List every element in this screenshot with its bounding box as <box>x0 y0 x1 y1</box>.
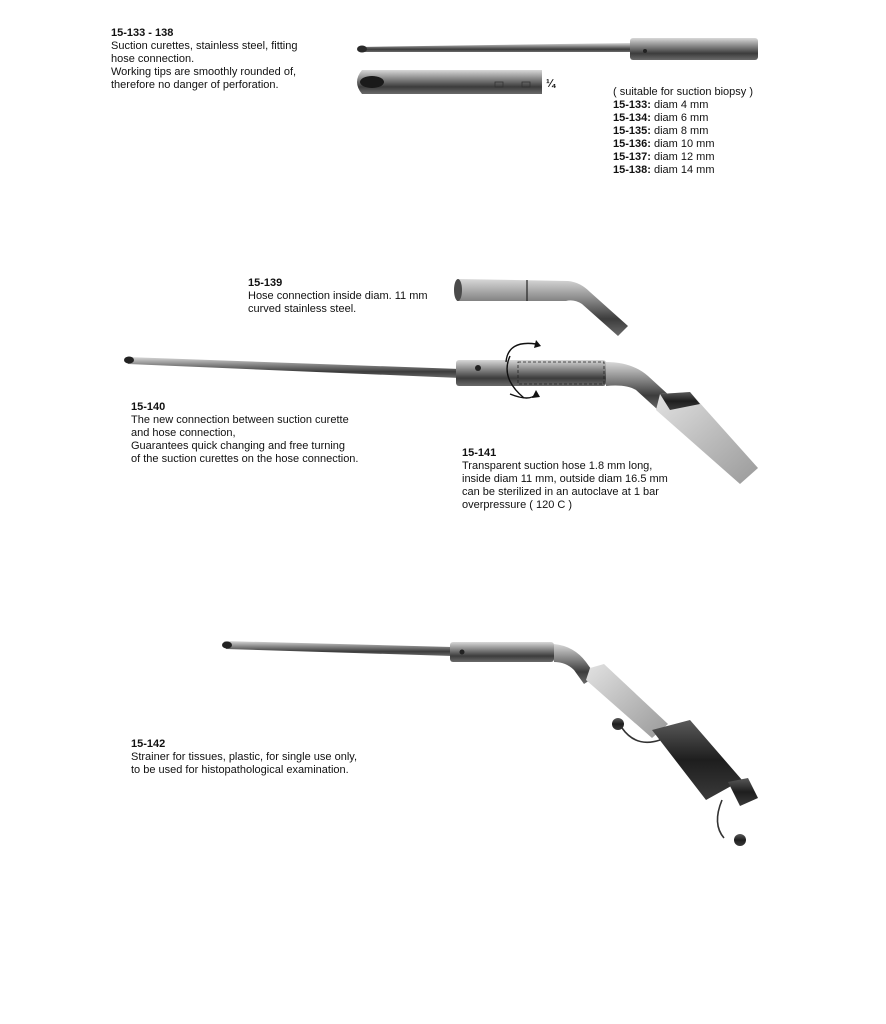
description-line: and hose connection, <box>131 427 236 439</box>
description-line: Working tips are smoothly rounded of, <box>111 66 297 78</box>
size-value: diam 8 mm <box>653 125 709 137</box>
size-value: diam 4 mm <box>653 99 709 111</box>
size-code: 15-135: <box>613 125 651 137</box>
description-line: hose connection. <box>111 53 195 65</box>
product-code: 15-140 <box>131 401 166 413</box>
size-note: ( suitable for suction biopsy ) <box>613 86 754 98</box>
description-line: to be used for histopathological examination. <box>131 764 349 776</box>
section-133-138 <box>111 27 297 92</box>
size-row <box>613 112 753 125</box>
size-code: 15-133: <box>613 99 651 111</box>
hose-connection-139-image <box>454 279 628 336</box>
size-code: 15-138: <box>613 164 651 176</box>
description-line: of the suction curettes on the hose connection. <box>131 453 359 465</box>
size-value: diam 14 mm <box>653 164 715 176</box>
product-code: 15-141 <box>462 447 497 459</box>
size-list <box>613 86 753 177</box>
size-value: diam 12 mm <box>653 151 715 163</box>
product-code: 15-133 - 138 <box>111 27 174 39</box>
product-code: 15-142 <box>131 738 166 750</box>
size-code: 15-134: <box>613 112 651 124</box>
section-141 <box>462 447 668 512</box>
description-line: therefore no danger of perforation. <box>111 79 279 91</box>
description-line: curved stainless steel. <box>248 303 357 315</box>
size-code: 15-136: <box>613 138 651 150</box>
description-line: overpressure ( 120 C ) <box>462 499 573 511</box>
description-line: Hose connection inside diam. 11 mm <box>248 290 428 302</box>
curette-133-image <box>357 38 758 60</box>
scale-fraction-label: ¼ <box>546 78 556 90</box>
description-line: Transparent suction hose 1.8 mm long, <box>462 460 653 472</box>
size-row <box>613 125 753 138</box>
description-line: Guarantees quick changing and free turning <box>131 440 346 452</box>
product-code: 15-139 <box>248 277 283 289</box>
description-line: The new connection between suction curette <box>131 414 349 426</box>
section-142 <box>131 738 357 777</box>
description-line: can be sterilized in an autoclave at 1 bar <box>462 486 659 498</box>
size-value: diam 10 mm <box>653 138 715 150</box>
section-139 <box>248 277 428 316</box>
description-line: inside diam 11 mm, outside diam 16.5 mm <box>462 473 668 485</box>
size-row <box>613 138 753 151</box>
size-row <box>613 99 753 112</box>
description-line: Strainer for tissues, plastic, for single use only, <box>131 751 358 763</box>
section-140 <box>131 401 358 466</box>
size-code: 15-137: <box>613 151 651 163</box>
size-value: diam 6 mm <box>653 112 709 124</box>
description-line: Suction curettes, stainless steel, fitting <box>111 40 298 52</box>
curette-tip-detail-image <box>357 70 542 94</box>
size-row <box>613 151 753 164</box>
size-row <box>613 164 753 177</box>
